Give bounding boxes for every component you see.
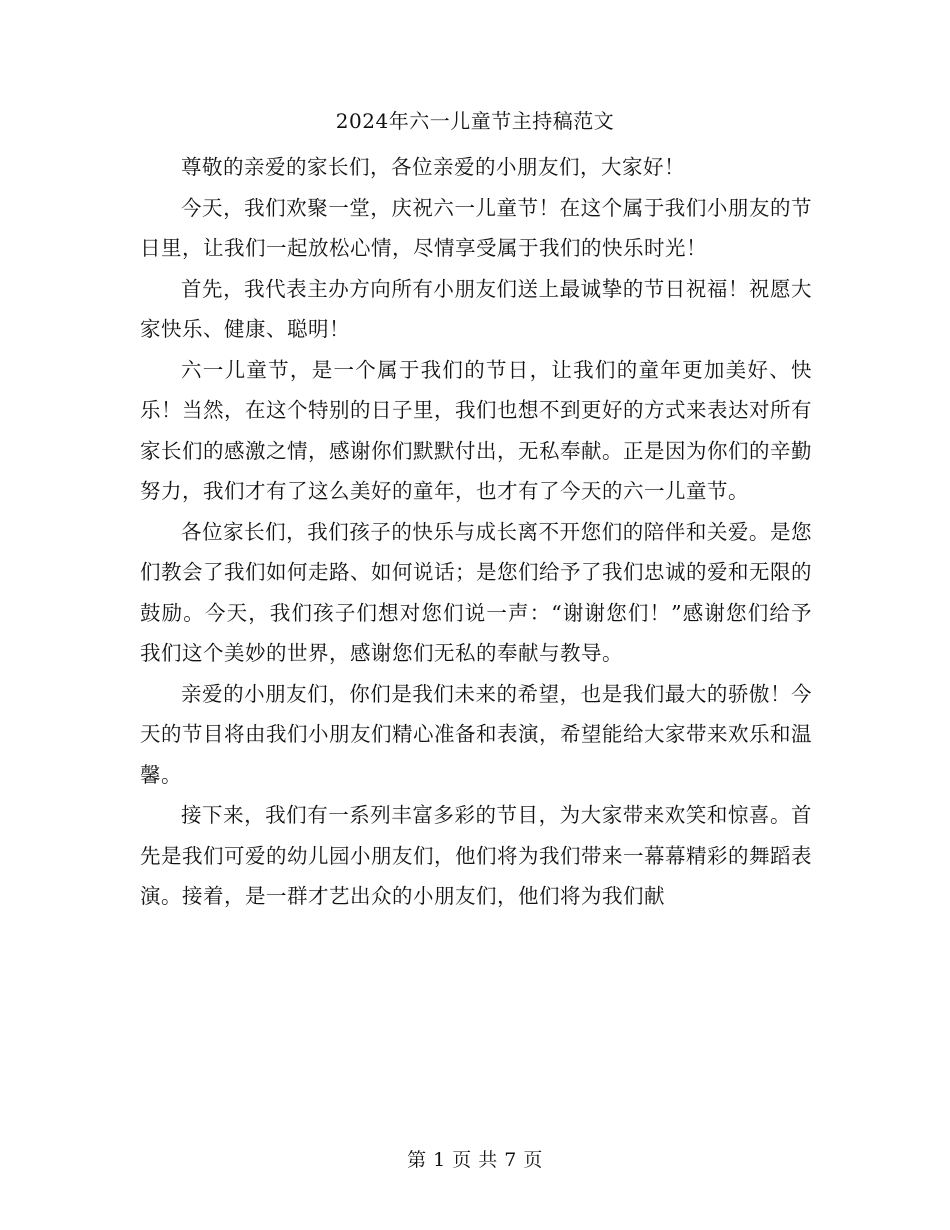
- paragraph-kids: 亲爱的小朋友们，你们是我们未来的希望，也是我们最大的骄傲！今天的节目将由我们小朋友们精心准备和表演，希望能给大家带来欢乐和温馨。: [140, 681, 812, 787]
- paragraph-celebration: 今天，我们欢聚一堂，庆祝六一儿童节！在这个属于我们小朋友的节日里，让我们一起放松心情，尽情享受属于我们的快乐时光！: [140, 195, 812, 260]
- paragraph-childrens-day: 六一儿童节，是一个属于我们的节日，让我们的童年更加美好、快乐！当然，在这个特别的日子里，我们也想不到更好的方式来表达对所有家长们的感激之情，感谢你们默默付出，无私奉献。正是因为你们的辛勤努力，我们才有了这么美好的童年，也才有了今天的六一儿童节。: [140, 357, 812, 503]
- paragraph-program: 接下来，我们有一系列丰富多彩的节目，为大家带来欢笑和惊喜。首先是我们可爱的幼儿园小朋友们，他们将为我们带来一幕幕精彩的舞蹈表演。接着，是一群才艺出众的小朋友们，他们将为我们献: [140, 803, 812, 908]
- paragraph-greeting: 尊敬的亲爱的家长们，各位亲爱的小朋友们，大家好！: [181, 155, 685, 179]
- paragraph-blessing: 首先，我代表主办方向所有小朋友们送上最诚挚的节日祝福！祝愿大家快乐、健康、聪明！: [140, 276, 812, 341]
- page-number: 第 1 页 共 7 页: [407, 1149, 543, 1171]
- paragraph-parents: 各位家长们，我们孩子的快乐与成长离不开您们的陪伴和关爱。是您们教会了我们如何走路、如何说话；是您们给予了我们忠诚的爱和无限的鼓励。今天，我们孩子们想对您们说一声：“谢谢您们！”感谢您们给予我们这个美妙的世界，感谢您们无私的奉献与教导。: [140, 519, 812, 665]
- page-footer: [0, 1145, 950, 1175]
- document-title: 2024年六一儿童节主持稿范文: [335, 109, 615, 133]
- document-body: [140, 147, 812, 917]
